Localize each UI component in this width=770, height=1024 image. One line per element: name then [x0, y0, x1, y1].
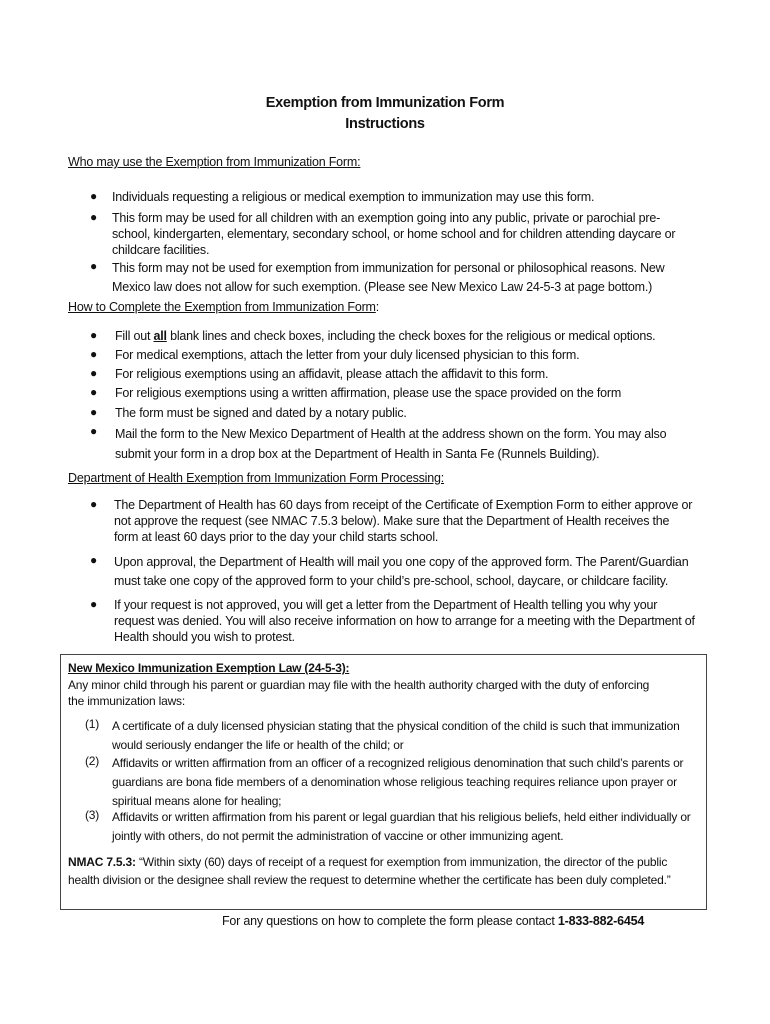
- contact-line: For any questions on how to complete the form please contact 1-833-882-6454: [222, 914, 645, 928]
- form-subtitle: Instructions: [345, 116, 425, 132]
- law-box: New Mexico Immunization Exemption Law (24-5-3): Any minor child through his parent or guardian may file with the health authority charged with the duty of enforcing the immunization laws: (1) A certificate of a duly licensed physician stating that the physical condition of the child is such that immunization would seriously endanger the life or health of the child; or (2) Affidavits or written affirmation from an officer of a recognized religious denomination that such child’s parents or guardians are bona fide members of a denomination whose religious teaching requires reliance upon prayer or spiritual means alone for healing; (3) Affidavits or written affirmation from his parent or legal guardian that his religious beliefs, held either individually or jointly with others, do not permit the administration of vaccine or other immunizing agent. NMAC 7.5.3: “Within sixty (60) days of receipt of a request for exemption from immunization, the director of the public health division or the designee shall review the request to determine whether the certificate has been duly completed.”: [60, 654, 707, 910]
- bullet-icon: ●: [90, 210, 98, 224]
- bullet-icon: ●: [90, 405, 98, 419]
- form-title: Exemption from Immunization Form: [265, 95, 505, 111]
- section-how-heading: How to Complete the Exemption from Immunization Form:: [68, 300, 380, 314]
- section-who-heading: Who may use the Exemption from Immunization Form:: [68, 155, 361, 169]
- law-intro: Any minor child through his parent or guardian may file with the health authority charged with the duty of enforcing the immunization laws:: [68, 678, 650, 708]
- bullet-icon: ●: [90, 189, 98, 203]
- phone-number: 1-833-882-6454: [557, 914, 645, 928]
- bullet-icon: ●: [90, 328, 98, 342]
- bullet-icon: ●: [90, 497, 98, 511]
- law-title: New Mexico Immunization Exemption Law (24-5-3):: [68, 661, 350, 675]
- bullet-icon: ●: [90, 597, 98, 611]
- section-processing-heading: Department of Health Exemption from Immunization Form Processing:: [68, 471, 445, 485]
- bullet-icon: ●: [90, 385, 98, 399]
- bullet-icon: ●: [90, 424, 98, 438]
- bullet-icon: ●: [90, 553, 98, 567]
- nmac-note: NMAC 7.5.3: “Within sixty (60) days of receipt of a request for exemption from immunization, the director of the public health division or the designee shall review the request to determine whether the certificate has been duly completed.”: [68, 855, 671, 887]
- bullet-icon: ●: [90, 259, 98, 273]
- bullet-icon: ●: [90, 366, 98, 380]
- bullet-icon: ●: [90, 347, 98, 361]
- document-page: Exemption from Immunization Form Instructions Who may use the Exemption from Immunization Form: ● Individuals requesting a religious or medical exemption to immunization may use this form. ● This form may be used for all children with an exemption going into any public, private or parochial pre-school, kindergarten, elementary, secondary school, or home school and for children attending daycare or childcare facilities. ● This form may not be used for exemption from immunization for personal or philosophical reasons. New Mexico law does not allow for such exemption. (Please see New Mexico Law 24-5-3 at page bottom.) How to Complete the Exemption from Immunization Form: ● Fill out all blank lines and check boxes, including the check boxes for the religious or medical options. ● For medical exemptions, attach the letter from your duly licensed physician to this form. ● For religious exemptions using an affidavit, please attach the affidavit to this form. ● For religious exemptions using a written affirmation, please use the space provided on the form ● The form must be signed and dated by a notary public. ● Mail the form to the New Mexico Department of Health at the address shown on the form. You may also submit your form in a drop box at the Department of Health in Santa Fe (Runnels Building). Department of Health Exemption from Immunization Form Processing: ● The Department of Health has 60 days from receipt of the Certificate of Exemption Form to either approve or not approve the request (see NMAC 7.5.3 below). Make sure that the Department of Health receives the form at least 60 days prior to the day your child starts school. ● Upon approval, the Department of Health will mail you one copy of the approved form. The Parent/Guardian must take one copy of the approved form to your child’s pre-school, school, daycare, or childcare facility. ● If your request is not approved, you will get a letter from the Department of Health telling you why your request was denied. You will also receive information on how to arrange for a meeting with the Department of Health should you wish to protest. New Mexico Immunization Exemption Law (24-5-3): Any minor child through his parent or guardian may file with the health authority charged with the duty of enforcing the immunization laws: (1) A certificate of a duly licensed physician stating that the physical condition of the child is such that immunization would seriously endanger the life or health of the child; or (2) Affidavits or written affirmation from an officer of a recognized religious denomination that such child’s parents or guardians are bona fide members of a denomination whose religious teaching requires reliance upon prayer or spiritual means alone for healing; (3) Affidavits or written affirmation from his parent or legal guardian that his religious beliefs, held either individually or jointly with others, do not permit the administration of vaccine or other immunizing agent. NMAC 7.5.3: “Within sixty (60) days of receipt of a request for exemption from immunization, the director of the public health division or the designee shall review the request to determine whether the certificate has been duly completed.” For any questions on how to complete the form please contact 1-833-882-6454: [0, 0, 770, 1024]
